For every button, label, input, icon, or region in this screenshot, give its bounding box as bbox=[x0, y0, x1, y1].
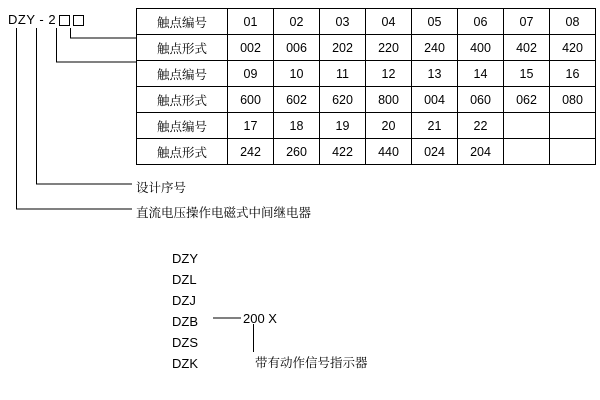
table-cell: 21 bbox=[412, 113, 458, 139]
table-cell: 11 bbox=[320, 61, 366, 87]
table-cell: 220 bbox=[366, 35, 412, 61]
annotation-description: 直流电压操作电磁式中间继电器 bbox=[136, 206, 312, 220]
series-item-dzj: DZJ bbox=[172, 293, 196, 308]
row-header: 触点编号 bbox=[137, 9, 228, 35]
table-cell: 14 bbox=[458, 61, 504, 87]
model-code-prefix: DZY - 2 bbox=[8, 12, 57, 27]
table-row bbox=[137, 139, 596, 165]
table-cell: 20 bbox=[366, 113, 412, 139]
table-row bbox=[137, 9, 596, 35]
table-row bbox=[137, 87, 596, 113]
series-list bbox=[172, 248, 198, 374]
table-cell: 12 bbox=[366, 61, 412, 87]
table-cell: 19 bbox=[320, 113, 366, 139]
table-cell: 620 bbox=[320, 87, 366, 113]
table-cell: 024 bbox=[412, 139, 458, 165]
contact-spec-table bbox=[136, 8, 596, 165]
table-cell bbox=[550, 113, 596, 139]
table-cell: 204 bbox=[458, 139, 504, 165]
table-cell: 07 bbox=[504, 9, 550, 35]
row-header: 触点形式 bbox=[137, 87, 228, 113]
table-cell: 17 bbox=[228, 113, 274, 139]
table-cell: 060 bbox=[458, 87, 504, 113]
table-cell bbox=[550, 139, 596, 165]
table-cell: 02 bbox=[274, 9, 320, 35]
table-cell: 422 bbox=[320, 139, 366, 165]
series-item-dzk: DZK bbox=[172, 356, 198, 371]
table-cell: 420 bbox=[550, 35, 596, 61]
table-cell: 202 bbox=[320, 35, 366, 61]
table-body bbox=[137, 9, 596, 165]
row-header: 触点编号 bbox=[137, 61, 228, 87]
table-cell: 440 bbox=[366, 139, 412, 165]
table-cell: 062 bbox=[504, 87, 550, 113]
table-cell: 602 bbox=[274, 87, 320, 113]
table-cell: 400 bbox=[458, 35, 504, 61]
table-cell: 03 bbox=[320, 9, 366, 35]
table-cell: 05 bbox=[412, 9, 458, 35]
table-cell: 006 bbox=[274, 35, 320, 61]
table-cell bbox=[504, 139, 550, 165]
series-item-dzb: DZB bbox=[172, 314, 198, 329]
table-cell: 800 bbox=[366, 87, 412, 113]
model-code-label bbox=[8, 12, 84, 27]
table-cell: 22 bbox=[458, 113, 504, 139]
table-cell: 09 bbox=[228, 61, 274, 87]
table-cell: 240 bbox=[412, 35, 458, 61]
table-cell: 16 bbox=[550, 61, 596, 87]
table-row bbox=[137, 113, 596, 139]
table-row bbox=[137, 61, 596, 87]
table-cell: 600 bbox=[228, 87, 274, 113]
model-code-box-1 bbox=[59, 15, 70, 26]
model-code-box-2 bbox=[73, 15, 84, 26]
table-cell: 080 bbox=[550, 87, 596, 113]
series-item-dzl: DZL bbox=[172, 272, 197, 287]
row-header: 触点形式 bbox=[137, 139, 228, 165]
annotation-design-serial: 设计序号 bbox=[136, 181, 187, 195]
table-cell: 15 bbox=[504, 61, 550, 87]
table-cell: 18 bbox=[274, 113, 320, 139]
table-cell: 13 bbox=[412, 61, 458, 87]
table-cell: 004 bbox=[412, 87, 458, 113]
row-header: 触点编号 bbox=[137, 113, 228, 139]
table-cell: 002 bbox=[228, 35, 274, 61]
table-cell: 08 bbox=[550, 9, 596, 35]
table-cell: 06 bbox=[458, 9, 504, 35]
table-cell: 260 bbox=[274, 139, 320, 165]
series-item-dzs: DZS bbox=[172, 335, 198, 350]
series-item-dzy: DZY bbox=[172, 251, 198, 266]
table-cell: 10 bbox=[274, 61, 320, 87]
row-header: 触点形式 bbox=[137, 35, 228, 61]
table-cell bbox=[504, 113, 550, 139]
table-cell: 242 bbox=[228, 139, 274, 165]
table-row bbox=[137, 35, 596, 61]
table-cell: 402 bbox=[504, 35, 550, 61]
series-suffix: 200 X bbox=[243, 311, 277, 326]
table-cell: 01 bbox=[228, 9, 274, 35]
table-cell: 04 bbox=[366, 9, 412, 35]
series-note: 带有动作信号指示器 bbox=[255, 356, 368, 370]
